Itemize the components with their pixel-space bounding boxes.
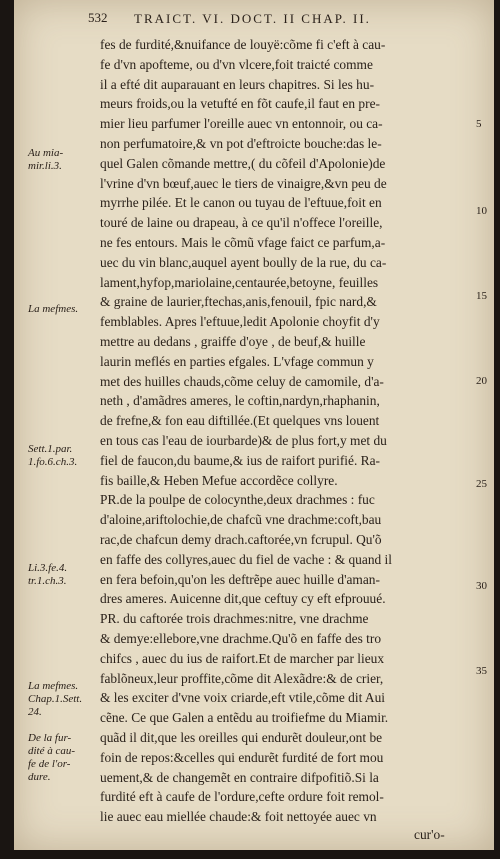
text-line: chifcs , auec du ius de raifort.Et de marcher par lieux bbox=[100, 650, 385, 666]
text-line: myrrhe pilée. Et le canon ou tuyau de l'eftuue,foit en bbox=[100, 195, 382, 211]
text-line: quãd il dit,que les oreilles qui endurẽt douleur,ont be bbox=[100, 730, 383, 745]
text-line: ne fes entours. Mais le cõmũ vfage faict ce parfum,a- bbox=[100, 235, 386, 250]
line-number: 25 bbox=[476, 478, 487, 490]
text-line: quel Galen cõmande mettre,( du cõfeil d'Apolonie)de bbox=[100, 155, 386, 171]
margin-note: De la fur- dité à cau- fe de l'or- dure. bbox=[28, 732, 76, 783]
text-line: PR.de la poulpe de colocynthe,deux drachmes : fuc bbox=[100, 492, 375, 508]
text-line: femblables. Apres l'eftuue,ledit Apolonie choyfit d'y bbox=[100, 314, 380, 330]
page-bottom-shadow bbox=[0, 850, 500, 859]
text-line: neth , d'amãdres ameres, le coftin,nardyn,rhaphanin, bbox=[100, 393, 380, 409]
text-line: mier lieu parfumer l'oreille auec vn entonnoir, ou ca- bbox=[100, 116, 383, 132]
text-line: meurs froids,ou la vetufté en fõt caufe,il faut en pre- bbox=[100, 96, 380, 112]
running-title: TRAICT. VI. DOCT. II CHAP. II. bbox=[134, 11, 371, 26]
line-number: 35 bbox=[476, 665, 487, 677]
text-line: foin de repos:&celles qui endurẽt furdité de fort mou bbox=[100, 749, 384, 765]
text-line: en faffe des collyres,auec du fiel de vache : & quand il bbox=[100, 551, 392, 567]
text-line: fiel de faucon,du baume,& ius de raifort purifié. Ra- bbox=[100, 452, 380, 468]
page-header bbox=[14, 10, 494, 30]
text-line: en fera befoin,qu'on les deftrẽpe auec huille d'aman- bbox=[100, 571, 380, 587]
text-line: de frefne,& fon eau diftillée.(Et quelques vns louent bbox=[100, 413, 380, 429]
line-number: 5 bbox=[476, 118, 482, 130]
page-number: 532 bbox=[88, 10, 108, 25]
text-line: fe d'vn apofteme, ou d'vn vlcere,foit traicté comme bbox=[100, 56, 373, 72]
margin-note: Sett.1.par. 1.fo.6.ch.3. bbox=[28, 443, 78, 468]
text-line: & demye:ellebore,vne drachme.Qu'õ en faffe des tro bbox=[100, 631, 382, 646]
text-line: fes de furdité,&nuifance de louyë:cõme fi c'eft à cau- bbox=[100, 37, 386, 52]
line-number: 30 bbox=[476, 580, 487, 592]
text-line: uec du vin blanc,auquel ayent boully de la rue, du ca- bbox=[100, 254, 387, 270]
margin-note: Li.3.fe.4. tr.1.ch.3. bbox=[28, 562, 68, 587]
text-line: uement,& de changemẽt en contraire difpofitiõ.Si la bbox=[100, 769, 379, 785]
text-line: PR. du caftorée trois drachmes:nitre, vne drachme bbox=[100, 611, 369, 627]
text-line: en tous cas l'eau de iourbarde)& de plus fort,y met du bbox=[100, 433, 387, 448]
text-line: laurin meflés en parties efgales. L'vfage commun y bbox=[100, 353, 374, 369]
text-line: touré de laine ou drapeau, à ce qu'il n'offece l'oreille, bbox=[100, 215, 383, 231]
text-line: d'aloine,ariftolochie,de chafcũ vne drachme:coft,bau bbox=[100, 512, 382, 528]
text-line: furdité eft à caufe de l'ordure,cefte ordure foit remol- bbox=[100, 789, 384, 805]
text-line: & les exciter d'vne voix criarde,eft vtile,cõme dit Aui bbox=[100, 690, 386, 706]
text-line: fablõneux,leur proffite,cõme dit Alexãdre:& de crier, bbox=[100, 670, 384, 686]
text-line: cẽne. Ce que Galen a entẽdu au troifiefme du Miamir. bbox=[100, 710, 389, 726]
text-line: il a efté dit auparauant en leurs chapitres. Si les hu- bbox=[100, 76, 375, 92]
book-page bbox=[14, 0, 494, 850]
line-number: 20 bbox=[476, 375, 487, 387]
text-line: & graine de laurier,ftechas,anis,fenouil, fpic nard,& bbox=[100, 294, 377, 310]
text-line: mettre au dedans , graiffe d'oye , de beuf,& huille bbox=[100, 334, 366, 349]
line-number: 10 bbox=[476, 205, 487, 217]
text-line: met des huilles chauds,cõme celuy de camomile, d'a- bbox=[100, 373, 384, 389]
text-line: fis baille,& Heben Mefue accordẽce collyre. bbox=[100, 472, 338, 488]
text-line: l'vrine d'vn bœuf,auec le tiers de vinaigre,&vn peu de bbox=[100, 175, 387, 191]
text-line: rac,de chafcun demy drach.caftorée,vn fcrupul. Qu'õ bbox=[100, 532, 382, 547]
line-number: 15 bbox=[476, 290, 487, 302]
catchword: cur'o- bbox=[414, 827, 445, 842]
margin-note: Au mia- mir.li.3. bbox=[28, 147, 64, 172]
margin-note: La mefmes. bbox=[28, 303, 79, 315]
text-line: lie auec eau miellée chaude:& foit nettoyée auec vn bbox=[100, 809, 377, 825]
text-line: non perfumatoire,& vn pot d'eftroicte bouche:das le- bbox=[100, 136, 382, 151]
text-line: lament,hyfop,mariolaine,centaurée,betoyne, feuilles bbox=[100, 274, 379, 290]
margin-note: La mefmes. Chap.1.Sett. 24. bbox=[28, 680, 83, 718]
text-line: dres ameres. Auicenne dit,que ceftuy cy eft efprouué. bbox=[100, 591, 386, 607]
